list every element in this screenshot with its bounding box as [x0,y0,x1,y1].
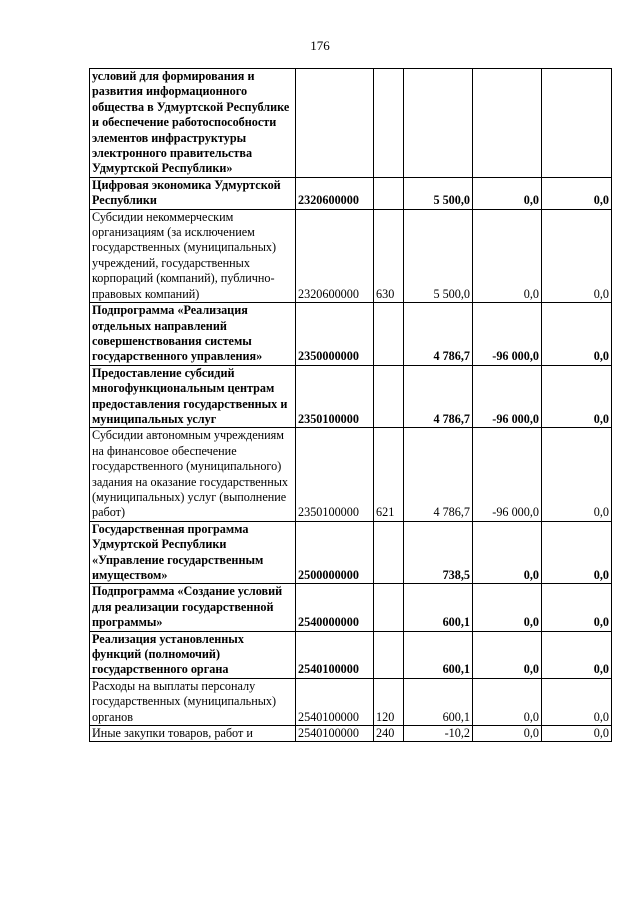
row-value-2: -96 000,0 [473,303,542,366]
row-value-3: 0,0 [542,209,612,302]
row-value-3 [542,69,612,178]
row-name: Расходы на выплаты персоналу государственных (муниципальных) органов [90,678,296,725]
row-value-1: 600,1 [404,584,473,631]
row-value-3: 0,0 [542,428,612,521]
row-name: Предоставление субсидий многофункциональным центрам предоставления государственных и муниципальных услуг [90,365,296,428]
row-name: Цифровая экономика Удмуртской Республики [90,177,296,209]
row-code: 2540100000 [296,678,374,725]
row-value-3: 0,0 [542,631,612,678]
row-value-2: 0,0 [473,678,542,725]
table-row [90,631,612,678]
row-value-1: 4 786,7 [404,428,473,521]
row-expense-type [374,631,404,678]
row-value-1: 738,5 [404,521,473,584]
row-name: Государственная программа Удмуртской Республики «Управление государственным имуществом» [90,521,296,584]
row-name: Субсидии автономным учреждениям на финансовое обеспечение государственного (муниципального) задания на оказание государственных (муниципальных) услуг (выполнение работ) [90,428,296,521]
table-row [90,428,612,521]
row-code: 2500000000 [296,521,374,584]
row-name: условий для формирования и развития информационного общества в Удмуртской Республике и обеспечение работоспособности элементов инфраструктуры электронного правительства Удмуртской Республики» [90,69,296,178]
table-row [90,209,612,302]
row-name: Иные закупки товаров, работ и [90,726,296,742]
row-value-2 [473,69,542,178]
table-row [90,726,612,742]
row-value-1: -10,2 [404,726,473,742]
row-expense-type [374,584,404,631]
row-name: Подпрограмма «Реализация отдельных направлений совершенствования системы государственного управления» [90,303,296,366]
row-name: Подпрограмма «Создание условий для реализации государственной программы» [90,584,296,631]
row-expense-type: 630 [374,209,404,302]
row-value-1: 5 500,0 [404,209,473,302]
row-expense-type [374,177,404,209]
row-value-1: 600,1 [404,678,473,725]
row-code: 2350100000 [296,365,374,428]
row-value-2: -96 000,0 [473,365,542,428]
row-name: Субсидии некоммерческим организациям (за исключением государственных (муниципальных) учреждений, государственных корпораций (компаний), публично-правовых компаний) [90,209,296,302]
row-name: Реализация установленных функций (полномочий) государственного органа [90,631,296,678]
table-row [90,584,612,631]
row-code: 2540100000 [296,726,374,742]
row-value-2: 0,0 [473,584,542,631]
row-value-3: 0,0 [542,177,612,209]
table-row [90,678,612,725]
row-expense-type [374,521,404,584]
row-code: 2540000000 [296,584,374,631]
table-row [90,365,612,428]
row-code: 2320600000 [296,209,374,302]
table-row [90,303,612,366]
table-row [90,69,612,178]
row-value-3: 0,0 [542,584,612,631]
row-value-3: 0,0 [542,726,612,742]
row-value-3: 0,0 [542,365,612,428]
row-code: 2350000000 [296,303,374,366]
row-expense-type [374,365,404,428]
row-code: 2320600000 [296,177,374,209]
row-code: 2350100000 [296,428,374,521]
row-expense-type [374,69,404,178]
budget-table [89,68,612,742]
row-value-1 [404,69,473,178]
row-value-1: 600,1 [404,631,473,678]
row-value-1: 4 786,7 [404,365,473,428]
row-value-1: 4 786,7 [404,303,473,366]
page-number: 176 [310,38,330,53]
row-value-3: 0,0 [542,521,612,584]
row-value-2: 0,0 [473,726,542,742]
row-expense-type [374,303,404,366]
row-value-2: 0,0 [473,177,542,209]
row-code: 2540100000 [296,631,374,678]
row-value-2: 0,0 [473,209,542,302]
table-row [90,177,612,209]
row-value-2: 0,0 [473,521,542,584]
row-expense-type: 120 [374,678,404,725]
row-code [296,69,374,178]
row-expense-type: 621 [374,428,404,521]
row-value-2: -96 000,0 [473,428,542,521]
row-expense-type: 240 [374,726,404,742]
row-value-1: 5 500,0 [404,177,473,209]
row-value-3: 0,0 [542,303,612,366]
row-value-3: 0,0 [542,678,612,725]
row-value-2: 0,0 [473,631,542,678]
table-row [90,521,612,584]
